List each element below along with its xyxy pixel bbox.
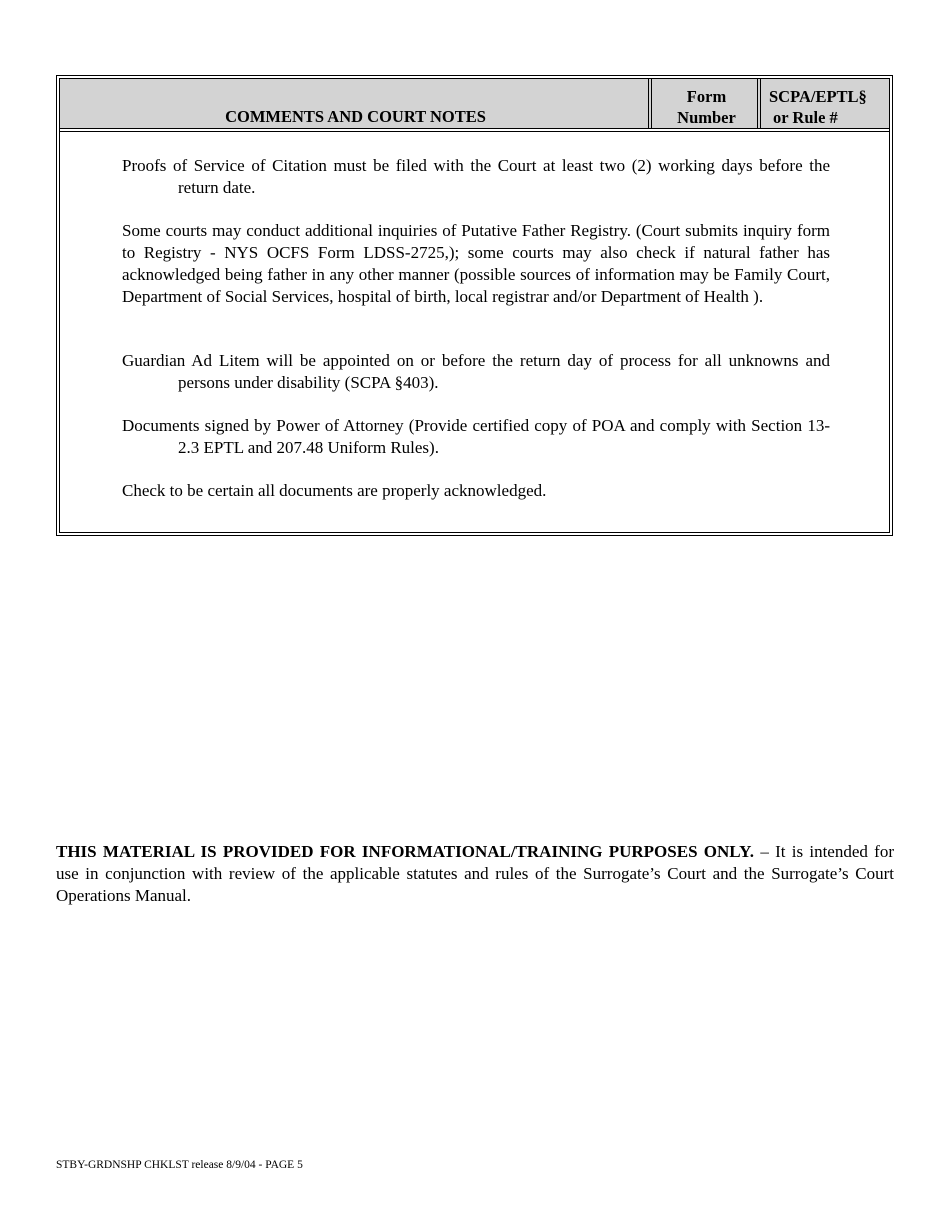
table-header-row xyxy=(60,79,889,129)
header-rule-line2: or Rule # xyxy=(773,108,838,127)
note-proofs-of-service: Proofs of Service of Citation must be filed with the Court at least two (2) working days before the return date. xyxy=(122,156,830,197)
header-form-line2: Number xyxy=(677,108,736,127)
disclaimer-rest-text: – It is intended for use in conjunction with review of the applicable statutes and rules of the Surrogate’s Court and the Surrogate’s Court Operations Manual. xyxy=(56,842,894,905)
note-putative-father-registry: Some courts may conduct additional inquiries of Putative Father Registry. (Court submits inquiry form to Registry - NYS OCFS Form LDSS-2725,); some courts may also check if natural father has acknowledged being father in any other manner (possible sources of information may be Family Court, Department of Social Services, hospital of birth, local registrar and/or Department of Health ). xyxy=(122,221,830,306)
note-acknowledged-documents: Check to be certain all documents are properly acknowledged. xyxy=(122,481,547,500)
header-form-number xyxy=(653,79,761,128)
note-power-of-attorney: Documents signed by Power of Attorney (Provide certified copy of POA and comply with Section 13-2.3 EPTL and 207.48 Uniform Rules). xyxy=(122,416,830,457)
notes-cell xyxy=(60,132,889,532)
header-comments-label: COMMENTS AND COURT NOTES xyxy=(225,107,486,126)
header-form-line1: Form xyxy=(686,87,727,106)
disclaimer-bold-text: THIS MATERIAL IS PROVIDED FOR INFORMATIONAL/TRAINING PURPOSES ONLY. xyxy=(56,842,755,861)
header-scpa-eptl-rule xyxy=(762,79,889,128)
note-guardian-ad-litem: Guardian Ad Litem will be appointed on or before the return day of process for all unknowns and persons under disability (SCPA §403). xyxy=(122,351,830,392)
header-comments-court-notes xyxy=(60,79,652,128)
header-rule-line1: SCPA/EPTL§ xyxy=(769,87,867,106)
court-notes-table xyxy=(56,75,893,536)
court-notes-table-inner xyxy=(59,78,890,533)
training-disclaimer xyxy=(56,841,894,907)
page-footer: STBY-GRDNSHP CHKLST release 8/9/04 - PAGE 5 xyxy=(56,1159,303,1171)
